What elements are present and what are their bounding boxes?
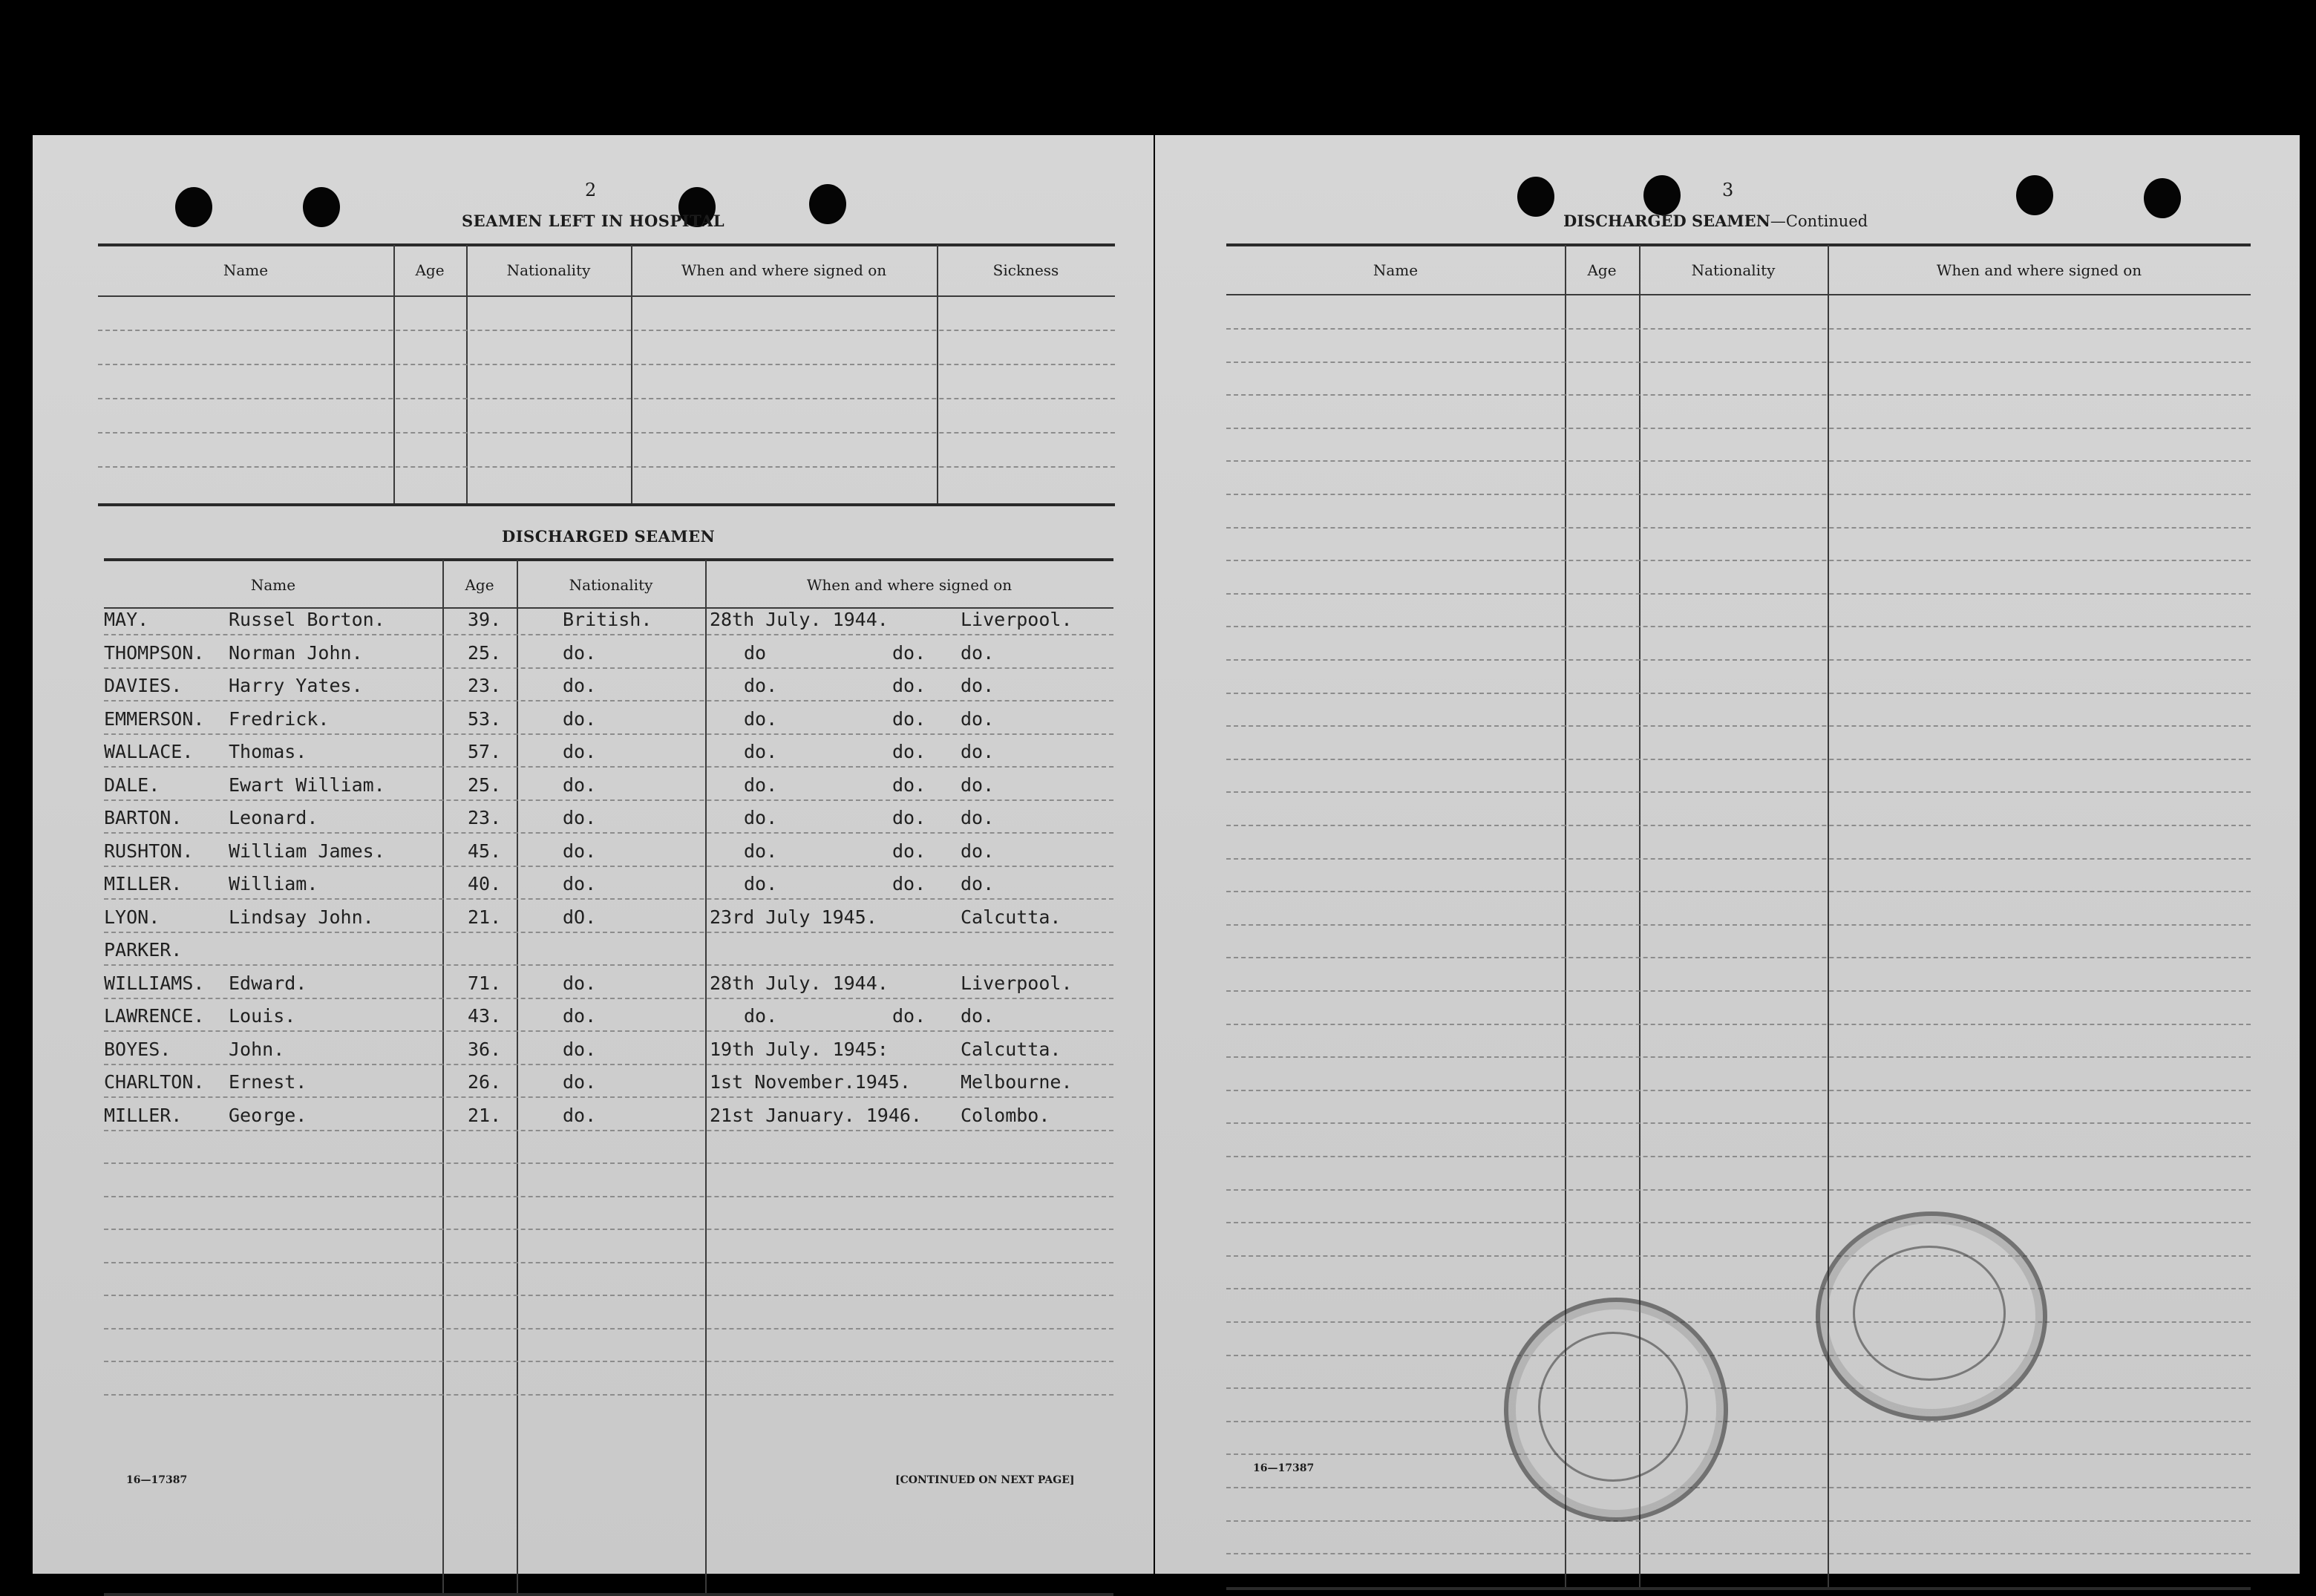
- table-rule: [98, 243, 1115, 246]
- row-rule: [1226, 1122, 2251, 1124]
- column-divider: [393, 245, 395, 503]
- signed-on-date: 28th July. 1944.: [710, 609, 889, 630]
- punch-hole: [175, 187, 212, 227]
- hospital-col-signed-on: When and where signed on: [681, 261, 887, 279]
- signed-on-date: do: [744, 642, 767, 664]
- signed-on-date: 23rd July 1945.: [710, 906, 877, 928]
- seaman-age: 71.: [468, 972, 502, 994]
- postmark-ring: [1538, 1332, 1688, 1482]
- signed-on-date: 21st January. 1946.: [710, 1105, 922, 1126]
- discharged-col-age: Age: [465, 576, 494, 594]
- punch-hole: [303, 187, 340, 227]
- row-rule: [104, 1262, 1113, 1263]
- signed-on-ditto: do.: [892, 1005, 926, 1027]
- seaman-nationality: do.: [563, 1039, 597, 1060]
- signed-on-place: do.: [961, 774, 995, 796]
- discharged-col-name: Name: [250, 576, 296, 594]
- column-divider: [937, 245, 938, 503]
- table-rule: [98, 466, 1115, 468]
- punch-hole: [1517, 177, 1554, 217]
- row-rule: [104, 1162, 1113, 1164]
- signed-on-place: do.: [961, 642, 995, 664]
- signed-on-date: 1st November.1945.: [710, 1071, 911, 1093]
- seaman-age: 43.: [468, 1005, 502, 1027]
- row-rule: [1226, 858, 2251, 860]
- table-row: [33, 705, 1154, 738]
- seaman-nationality: do.: [563, 774, 597, 796]
- seaman-nationality: do.: [563, 741, 597, 762]
- row-rule: [1226, 1553, 2251, 1554]
- table-rule: [1226, 294, 2251, 295]
- signed-on-ditto: do.: [892, 642, 926, 664]
- row-rule: [1226, 1056, 2251, 1058]
- seaman-nationality: do.: [563, 1005, 597, 1027]
- table-row: [33, 639, 1154, 672]
- row-rule: [1226, 362, 2251, 363]
- signed-on-date: do.: [744, 873, 778, 895]
- signed-on-date: 28th July. 1944.: [710, 972, 889, 994]
- seaman-given-name: Ewart William.: [229, 774, 385, 796]
- seaman-nationality: do.: [563, 807, 597, 828]
- row-rule: [1226, 924, 2251, 926]
- seaman-given-name: Norman John.: [229, 642, 363, 664]
- table-row: [33, 936, 1154, 969]
- seaman-given-name: Russel Borton.: [229, 609, 385, 630]
- row-rule: [1226, 1321, 2251, 1323]
- row-rule: [1226, 626, 2251, 627]
- column-divider: [631, 245, 632, 503]
- punch-hole: [2144, 178, 2181, 218]
- signed-on-ditto: do.: [892, 873, 926, 895]
- seaman-surname: LYON.: [104, 906, 160, 928]
- signed-on-place: Melbourne.: [961, 1071, 1073, 1093]
- hospital-col-age: Age: [415, 261, 445, 279]
- seaman-surname: DALE.: [104, 774, 160, 796]
- discharged-section-title: DISCHARGED SEAMEN: [502, 527, 716, 546]
- row-rule: [104, 1295, 1113, 1296]
- seaman-surname: MILLER.: [104, 873, 183, 895]
- signed-on-place: Calcutta.: [961, 906, 1062, 928]
- seaman-given-name: Fredrick.: [229, 708, 330, 730]
- seaman-surname: THOMPSON.: [104, 642, 205, 664]
- signed-on-place: Liverpool.: [961, 972, 1073, 994]
- row-rule: [104, 1229, 1113, 1230]
- signed-on-place: do.: [961, 1005, 995, 1027]
- seaman-nationality: do.: [563, 1071, 597, 1093]
- signed-on-place: do.: [961, 708, 995, 730]
- table-row: [33, 606, 1154, 638]
- discharged-continued-title: DISCHARGED SEAMEN: [1563, 212, 1770, 230]
- row-rule: [1226, 1421, 2251, 1422]
- seaman-given-name: George.: [229, 1105, 307, 1126]
- row-rule: [1226, 990, 2251, 992]
- seaman-age: 26.: [468, 1071, 502, 1093]
- row-rule: [1226, 1090, 2251, 1091]
- page-number: 3: [1722, 180, 1734, 200]
- seaman-surname: LAWRENCE.: [104, 1005, 205, 1027]
- column-divider: [1828, 245, 1829, 1587]
- seaman-given-name: Thomas.: [229, 741, 307, 762]
- row-rule: [1226, 791, 2251, 793]
- seaman-age: 21.: [468, 1105, 502, 1126]
- seaman-age: 25.: [468, 774, 502, 796]
- table-rule: [104, 1593, 1113, 1596]
- row-rule: [1226, 460, 2251, 462]
- seaman-surname: WILLIAMS.: [104, 972, 205, 994]
- table-row: [33, 1002, 1154, 1035]
- hospital-section-title: SEAMEN LEFT IN HOSPITAL: [462, 212, 725, 230]
- right-col-name: Name: [1373, 261, 1419, 279]
- row-rule: [104, 1361, 1113, 1362]
- seaman-nationality: do.: [563, 972, 597, 994]
- signed-on-date: do.: [744, 741, 778, 762]
- seaman-age: 57.: [468, 741, 502, 762]
- signed-on-date: do.: [744, 840, 778, 862]
- postmark-stamp: [1504, 1298, 1728, 1522]
- form-number: 16—17387: [126, 1474, 188, 1486]
- hospital-col-nationality: Nationality: [506, 261, 591, 279]
- seaman-given-name: John.: [229, 1039, 285, 1060]
- signed-on-place: do.: [961, 840, 995, 862]
- seaman-given-name: William.: [229, 873, 318, 895]
- table-rule: [98, 295, 1115, 297]
- signed-on-ditto: do.: [892, 675, 926, 696]
- row-rule: [1226, 693, 2251, 694]
- signed-on-date: do.: [744, 807, 778, 828]
- seaman-nationality: dO.: [563, 906, 597, 928]
- signed-on-ditto: do.: [892, 741, 926, 762]
- right-col-nationality: Nationality: [1691, 261, 1776, 279]
- signed-on-ditto: do.: [892, 840, 926, 862]
- received-stamp-ring: [1853, 1246, 2006, 1381]
- table-row: [33, 1068, 1154, 1101]
- signed-on-place: Liverpool.: [961, 609, 1073, 630]
- row-rule: [1226, 1387, 2251, 1389]
- seaman-surname: EMMERSON.: [104, 708, 205, 730]
- right-col-signed-on: When and where signed on: [1936, 261, 2142, 279]
- signed-on-date: do.: [744, 675, 778, 696]
- seaman-age: 53.: [468, 708, 502, 730]
- row-rule: [1226, 1189, 2251, 1191]
- row-rule: [1226, 1453, 2251, 1455]
- row-rule: [1226, 825, 2251, 826]
- seaman-surname: BOYES.: [104, 1039, 171, 1060]
- seaman-age: 36.: [468, 1039, 502, 1060]
- signed-on-date: do.: [744, 1005, 778, 1027]
- table-rule: [98, 364, 1115, 365]
- seaman-given-name: Leonard.: [229, 807, 318, 828]
- row-rule: [1226, 494, 2251, 495]
- signed-on-ditto: do.: [892, 774, 926, 796]
- row-rule: [104, 1328, 1113, 1330]
- row-rule: [1226, 1255, 2251, 1257]
- punch-hole: [1643, 175, 1681, 215]
- row-rule: [1226, 1487, 2251, 1488]
- seaman-surname: RUSHTON.: [104, 840, 194, 862]
- table-rule: [98, 503, 1115, 506]
- discharged-col-signed-on: When and where signed on: [806, 576, 1013, 594]
- signed-on-place: do.: [961, 675, 995, 696]
- seaman-surname: PARKER.: [104, 939, 183, 961]
- table-rule: [98, 330, 1115, 331]
- hospital-col-name: Name: [223, 261, 269, 279]
- seaman-surname: MAY.: [104, 609, 149, 630]
- punch-hole: [2016, 175, 2053, 215]
- seaman-age: 23.: [468, 807, 502, 828]
- row-rule: [1226, 759, 2251, 760]
- row-rule: [1226, 1024, 2251, 1025]
- continued-suffix: —Continued: [1770, 212, 1868, 230]
- row-rule: [1226, 891, 2251, 892]
- punch-hole: [809, 184, 846, 224]
- seaman-given-name: Harry Yates.: [229, 675, 363, 696]
- seaman-given-name: Edward.: [229, 972, 307, 994]
- right-col-age: Age: [1587, 261, 1617, 279]
- row-rule: [1226, 560, 2251, 561]
- row-rule: [1226, 593, 2251, 595]
- signed-on-date: 19th July. 1945:: [710, 1039, 889, 1060]
- seaman-surname: CHARLTON.: [104, 1071, 205, 1093]
- page-number: 2: [585, 180, 597, 200]
- seaman-surname: DAVIES.: [104, 675, 183, 696]
- table-row: [33, 804, 1154, 837]
- seaman-given-name: William James.: [229, 840, 385, 862]
- signed-on-date: do.: [744, 708, 778, 730]
- seaman-nationality: do.: [563, 873, 597, 895]
- signed-on-place: do.: [961, 807, 995, 828]
- seaman-age: 40.: [468, 873, 502, 895]
- seaman-nationality: do.: [563, 675, 597, 696]
- row-rule: [1226, 328, 2251, 330]
- received-stamp: [1816, 1211, 2047, 1421]
- table-rule: [1226, 1587, 2251, 1590]
- continued-note: [CONTINUED ON NEXT PAGE]: [895, 1474, 1075, 1486]
- right-page: [1155, 135, 2300, 1574]
- table-row: [33, 1102, 1154, 1134]
- seaman-nationality: do.: [563, 708, 597, 730]
- seaman-age: 45.: [468, 840, 502, 862]
- column-divider: [466, 245, 468, 503]
- table-row: [33, 738, 1154, 771]
- section-title: [1563, 212, 1868, 230]
- seaman-given-name: Louis.: [229, 1005, 296, 1027]
- discharged-col-nationality: Nationality: [569, 576, 653, 594]
- seaman-age: 23.: [468, 675, 502, 696]
- seaman-nationality: do.: [563, 840, 597, 862]
- seaman-surname: MILLER.: [104, 1105, 183, 1126]
- seaman-age: 39.: [468, 609, 502, 630]
- table-row: [33, 870, 1154, 903]
- signed-on-date: do.: [744, 774, 778, 796]
- seaman-age: 25.: [468, 642, 502, 664]
- signed-on-place: do.: [961, 873, 995, 895]
- form-number: 16—17387: [1253, 1462, 1315, 1474]
- signed-on-ditto: do.: [892, 807, 926, 828]
- row-rule: [1226, 428, 2251, 429]
- signed-on-place: Calcutta.: [961, 1039, 1062, 1060]
- row-rule: [1226, 1355, 2251, 1356]
- seaman-nationality: do.: [563, 1105, 597, 1126]
- row-rule: [1226, 527, 2251, 529]
- table-row: [33, 1036, 1154, 1068]
- seaman-given-name: Ernest.: [229, 1071, 307, 1093]
- row-rule: [1226, 1520, 2251, 1522]
- row-rule: [1226, 957, 2251, 958]
- seaman-age: 21.: [468, 906, 502, 928]
- seaman-surname: BARTON.: [104, 807, 183, 828]
- hospital-col-sickness: Sickness: [992, 261, 1059, 279]
- seaman-surname: WALLACE.: [104, 741, 194, 762]
- seaman-given-name: Lindsay John.: [229, 906, 374, 928]
- row-rule: [1226, 394, 2251, 396]
- seaman-nationality: British.: [563, 609, 652, 630]
- row-rule: [1226, 1288, 2251, 1289]
- signed-on-place: do.: [961, 741, 995, 762]
- table-row: [33, 969, 1154, 1002]
- table-row: [33, 672, 1154, 704]
- table-row: [33, 837, 1154, 870]
- row-rule: [1226, 1222, 2251, 1223]
- left-page: [33, 135, 1154, 1574]
- table-rule: [1226, 243, 2251, 246]
- table-row: [33, 903, 1154, 936]
- signed-on-place: Colombo.: [961, 1105, 1050, 1126]
- seaman-nationality: do.: [563, 642, 597, 664]
- table-row: [33, 771, 1154, 804]
- table-rule: [104, 558, 1113, 561]
- signed-on-ditto: do.: [892, 708, 926, 730]
- row-rule: [104, 1394, 1113, 1396]
- row-rule: [1226, 725, 2251, 727]
- table-rule: [98, 398, 1115, 399]
- table-rule: [98, 432, 1115, 434]
- row-rule: [104, 1196, 1113, 1197]
- row-rule: [1226, 659, 2251, 661]
- row-rule: [1226, 1156, 2251, 1157]
